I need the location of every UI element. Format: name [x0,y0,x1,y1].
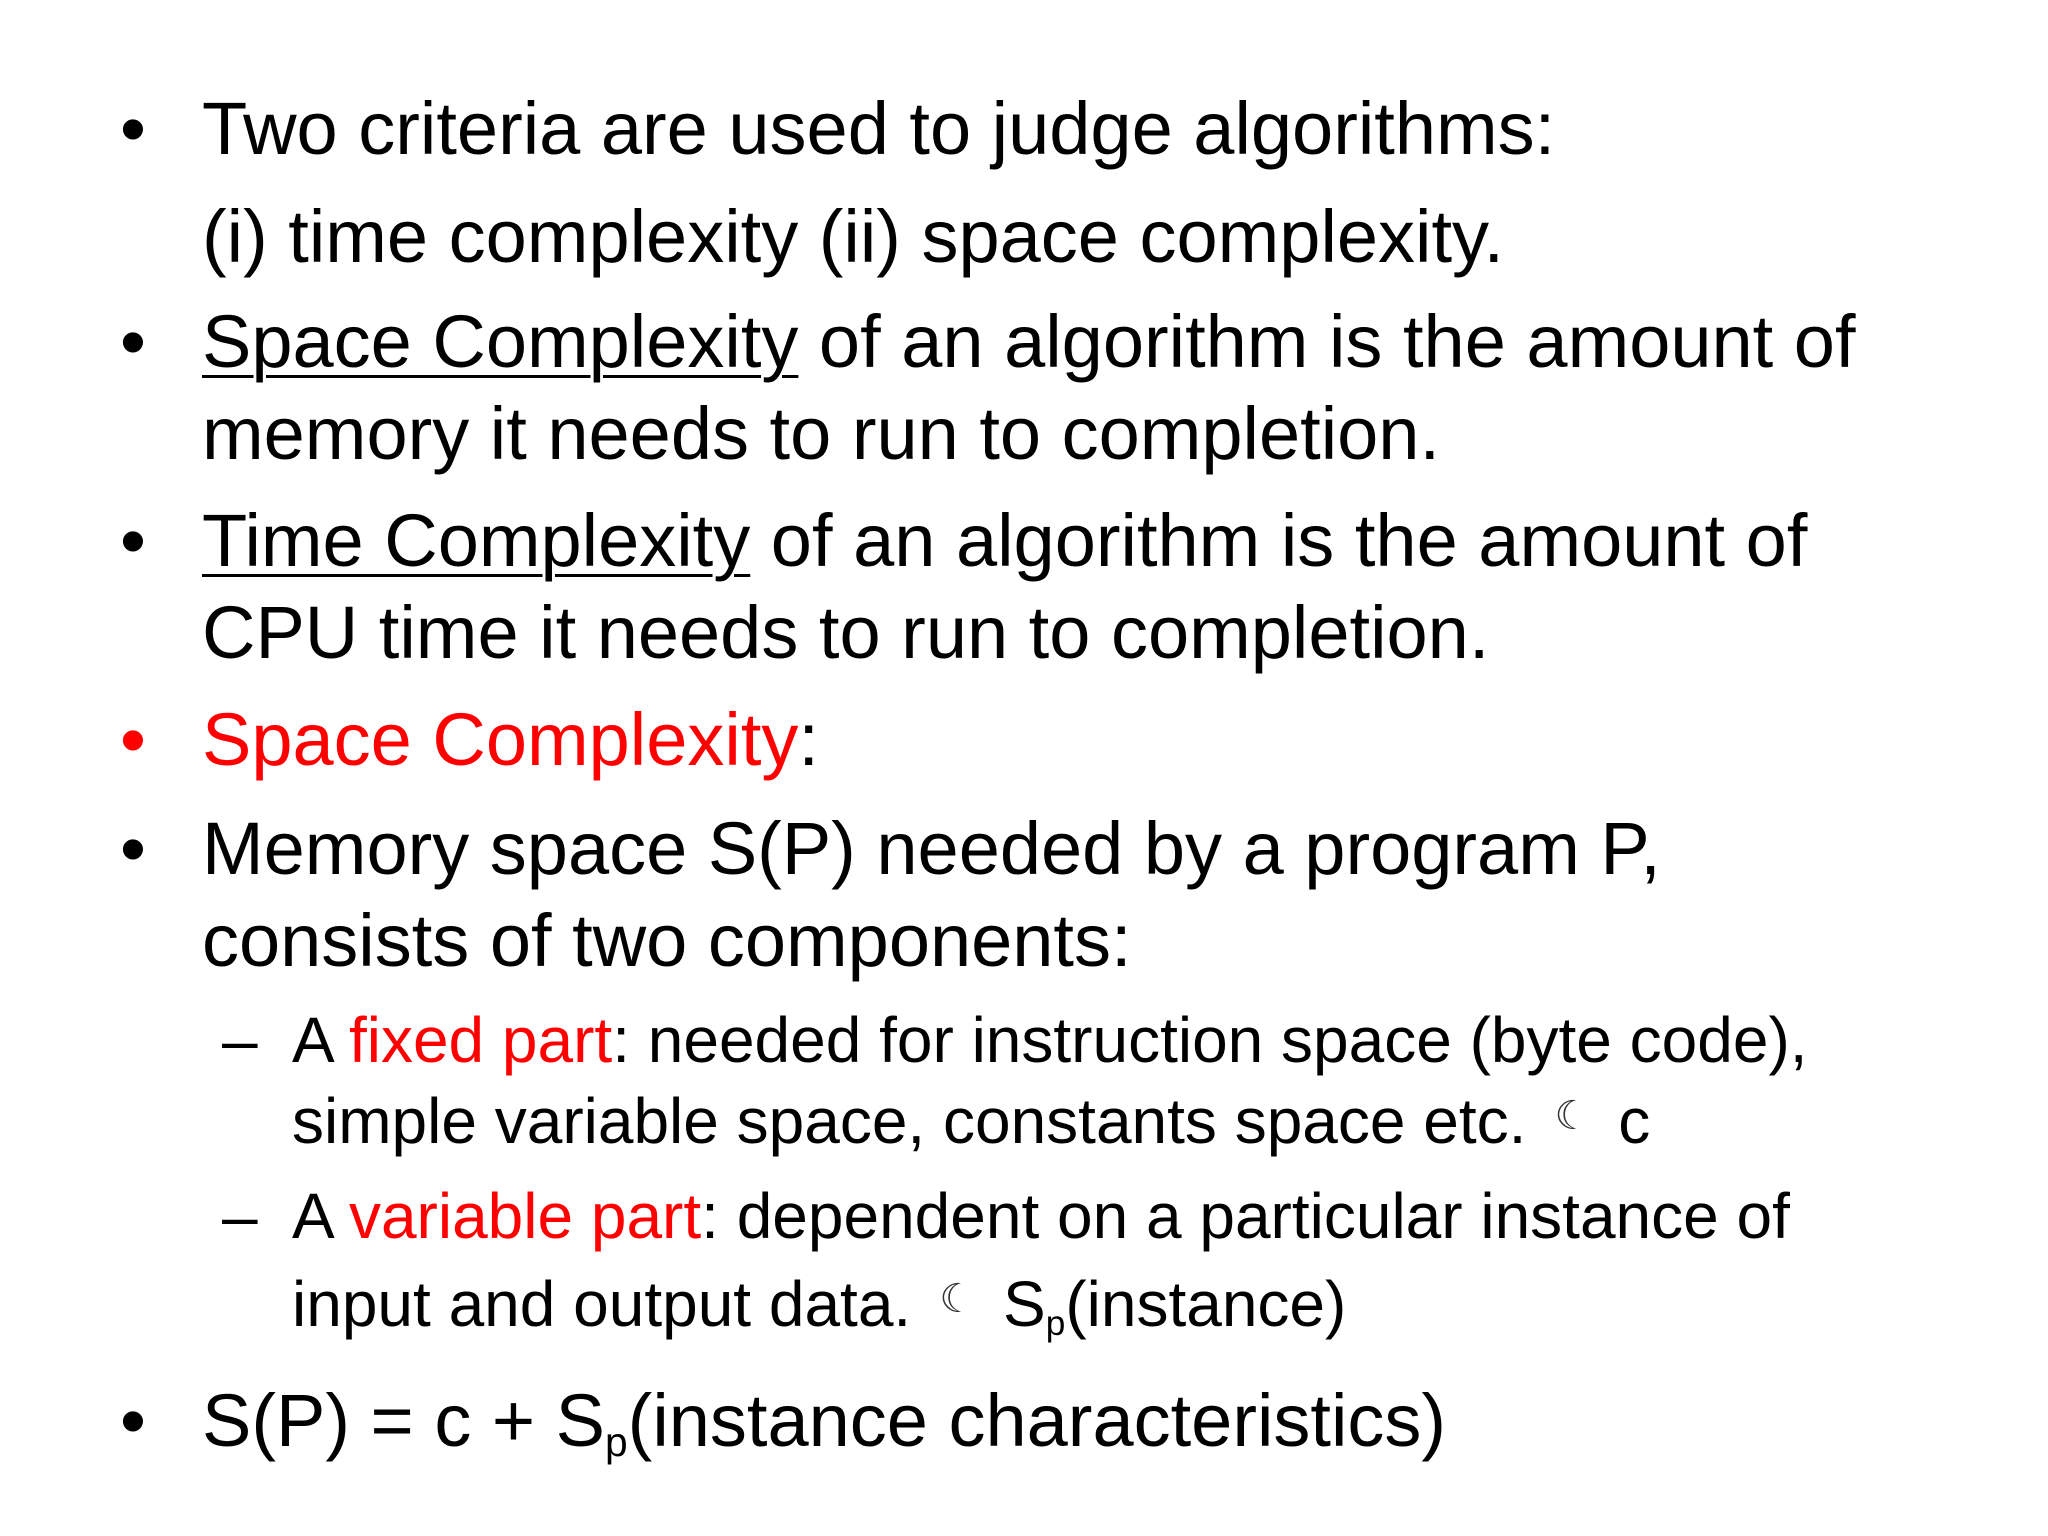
item-space-def-line1 [202,300,1856,383]
bullet-marker: • [120,300,146,383]
moon-icon: ☾ [1554,1094,1591,1138]
sub-fixed-part-line2 [292,1085,1651,1157]
formula-subscript: p [605,1419,628,1466]
variable-part-prefix: A [292,1180,349,1252]
variable-part-result-base: S [1003,1268,1046,1340]
fixed-part-rest: : needed for instruction space (byte code), [612,1004,1808,1076]
fixed-part-result: c [1618,1085,1651,1157]
space-complexity-heading-colon: : [798,698,819,781]
bullet-marker-red: • [120,698,146,781]
fixed-part-line2-text: simple variable space, constants space etc. [292,1085,1527,1157]
moon-icon: ☾ [939,1277,976,1321]
bullet-marker: • [120,807,146,890]
formula-rest: (instance characteristics) [627,1379,1447,1462]
item-criteria-line2: (i) time complexity (ii) space complexity. [202,195,1505,278]
time-complexity-term: Time Complexity [202,499,751,582]
space-complexity-heading-term: Space Complexity [202,698,799,781]
item-space-heading [202,698,819,781]
variable-part-rest: : dependent on a particular instance of [701,1180,1790,1252]
variable-part-result-rest: (instance) [1065,1268,1347,1340]
bullet-marker: • [120,87,146,170]
item-criteria-line1: Two criteria are used to judge algorithms: [202,87,1556,170]
dash-marker: – [222,1004,258,1076]
sub-variable-part-line1 [292,1180,1790,1252]
item-formula [202,1379,1447,1466]
variable-part-term: variable part [348,1180,702,1252]
item-space-def-line2: memory it needs to run to completion. [202,392,1441,475]
item-memory-line1: Memory space S(P) needed by a program P, [202,807,1661,890]
item-time-def-line1 [202,499,1808,582]
space-complexity-term: Space Complexity [202,300,799,383]
fixed-part-term: fixed part [348,1004,613,1076]
space-complexity-rest: of an algorithm is the amount of [798,300,1856,383]
variable-part-line2-text: input and output data. [292,1268,912,1340]
item-time-def-line2: CPU time it needs to run to completion. [202,591,1490,674]
dash-marker: – [222,1180,258,1252]
variable-part-result-subscript: p [1045,1303,1066,1343]
sub-variable-part-line2 [292,1268,1347,1343]
bullet-marker: • [120,499,146,582]
item-memory-line2: consists of two components: [202,899,1132,982]
time-complexity-rest: of an algorithm is the amount of [750,499,1808,582]
formula-lhs: S(P) = c + S [202,1379,606,1462]
bullet-marker: • [120,1379,146,1462]
sub-fixed-part-line1 [292,1004,1808,1076]
fixed-part-prefix: A [292,1004,349,1076]
